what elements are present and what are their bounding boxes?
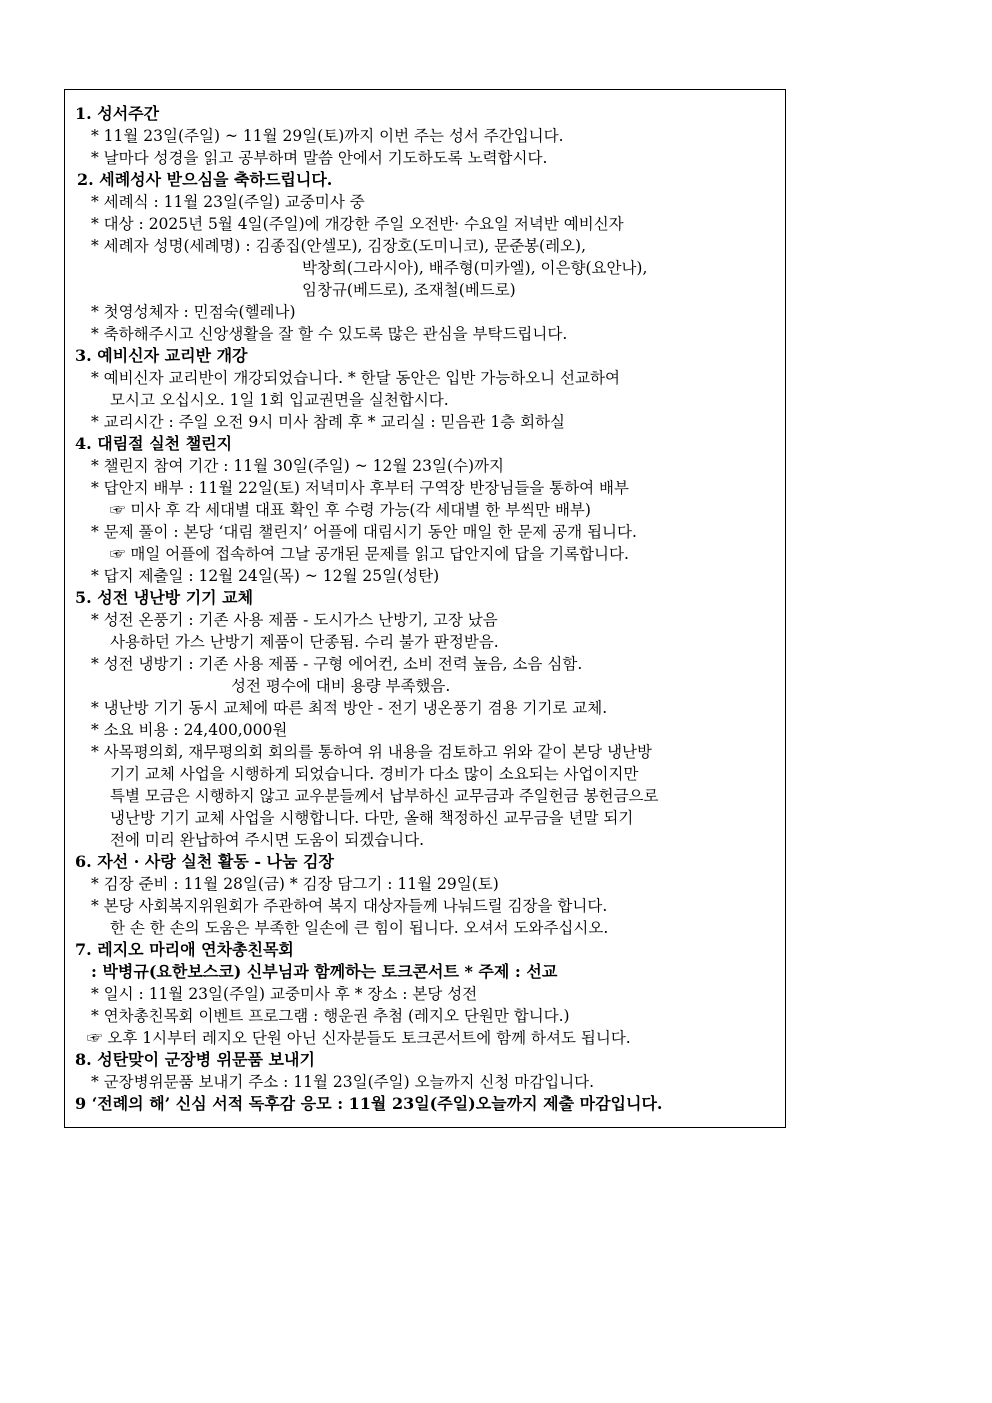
section-3-item-1: * 예비신자 교리반이 개강되었습니다. * 한달 동안은 입반 가능하오니 선교하여 xyxy=(91,369,620,387)
section-6-item-1: * 김장 준비 : 11월 28일(금) * 김장 담그기 : 11월 29일(토) xyxy=(91,875,499,893)
section-2-title: 2. 세례성사 받으심을 축하드립니다. xyxy=(77,170,333,189)
section-1-item-2: * 날마다 성경을 읽고 공부하며 말씀 안에서 기도하도록 노력합시다. xyxy=(91,149,548,167)
section-6-title: 6. 자선 · 사랑 실천 활동 - 나눔 김장 xyxy=(75,852,334,871)
section-8-item-1: * 군장병위문품 보내기 주소 : 11월 23일(주일) 오늘까지 신청 마감입니다. xyxy=(91,1073,595,1091)
section-2-item-1: * 세례식 : 11월 23일(주일) 교중미사 중 xyxy=(91,193,365,211)
section-4-item-2-note: ☞ 미사 후 각 세대별 대표 확인 후 수령 가능(각 세대별 한 부씩만 배부) xyxy=(110,501,591,519)
section-6-item-2-cont: 한 손 한 손의 도움은 부족한 일손에 큰 힘이 됩니다. 오셔서 도와주십시오. xyxy=(110,919,609,937)
section-7-item-1: * 일시 : 11월 23일(주일) 교중미사 후 * 장소 : 본당 성전 xyxy=(91,985,478,1003)
section-3-item-1-cont: 모시고 오십시오. 1일 1회 입교권면을 실천합시다. xyxy=(110,391,449,409)
section-4-item-3: * 문제 풀이 : 본당 ‘대림 챌린지’ 어플에 대림시기 동안 매일 한 문제 공개 됩니다. xyxy=(91,523,637,541)
section-4-title: 4. 대림절 실천 챌린지 xyxy=(75,434,233,453)
section-2-item-2: * 대상 : 2025년 5월 4일(주일)에 개강한 주일 오전반· 수요일 저녁반 예비신자 xyxy=(91,215,624,233)
section-7-item-2: * 연차총친목회 이벤트 프로그램 : 행운권 추첨 (레지오 단원만 합니다.) xyxy=(91,1007,570,1025)
section-5-item-4: * 소요 비용 : 24,400,000원 xyxy=(91,721,288,739)
section-5-item-5-cont-2: 특별 모금은 시행하지 않고 교우분들께서 납부하신 교무금과 주일헌금 봉헌금으로 xyxy=(110,787,659,805)
section-4-item-4: * 답지 제출일 : 12월 24일(목) ~ 12월 25일(성탄) xyxy=(91,567,440,585)
section-5-item-5-cont-3: 냉난방 기기 교체 사업을 시행합니다. 다만, 올해 책정하신 교무금을 년말 되기 xyxy=(110,809,634,827)
section-7-title: 7. 레지오 마리애 연차총친목회 xyxy=(75,940,294,959)
section-1-item-1: * 11월 23일(주일) ~ 11월 29일(토)까지 이번 주는 성서 주간입니다. xyxy=(91,127,564,145)
section-5-item-3: * 냉난방 기기 동시 교체에 따른 최적 방안 - 전기 냉온풍기 겸용 기기로 교체. xyxy=(91,699,608,717)
section-4-item-1: * 챌린지 참여 기간 : 11월 30일(주일) ~ 12월 23일(수)까지 xyxy=(91,457,504,475)
section-9-title: 9 ‘전례의 해’ 신심 서적 독후감 응모 : 11월 23일(주일)오늘까지 제출 마감입니다. xyxy=(75,1094,663,1113)
section-2-item-5: * 축하해주시고 신앙생활을 잘 할 수 있도록 많은 관심을 부탁드립니다. xyxy=(91,325,568,343)
section-2-item-3-cont-2: 임창규(베드로), 조재철(베드로) xyxy=(302,281,516,299)
section-2-item-4: * 첫영성체자 : 민점숙(헬레나) xyxy=(91,303,296,321)
section-5-item-5: * 사목평의회, 재무평의회 회의를 통하여 위 내용을 검토하고 위와 같이 본당 냉난방 xyxy=(91,743,652,761)
section-5-item-1-cont: 사용하던 가스 난방기 제품이 단종됨. 수리 불가 판정받음. xyxy=(110,633,499,651)
section-5-item-2-cont: 성전 평수에 대비 용량 부족했음. xyxy=(231,677,451,695)
section-5-item-2: * 성전 냉방기 : 기존 사용 제품 - 구형 에어컨, 소비 전력 높음, 소음 심함. xyxy=(91,655,583,673)
section-2-item-3-cont-1: 박창희(그라시아), 배주형(미카엘), 이은향(요안나), xyxy=(302,259,648,277)
section-7-subtitle: : 박병규(요한보스코) 신부님과 함께하는 토크콘서트 * 주제 : 선교 xyxy=(91,962,558,981)
section-5-item-5-cont-1: 기기 교체 사업을 시행하게 되었습니다. 경비가 다소 많이 소요되는 사업이지만 xyxy=(110,765,639,783)
notice-box xyxy=(64,89,786,1128)
section-5-item-5-cont-4: 전에 미리 완납하여 주시면 도움이 되겠습니다. xyxy=(110,831,425,849)
section-5-item-1: * 성전 온풍기 : 기존 사용 제품 - 도시가스 난방기, 고장 났음 xyxy=(91,611,498,629)
section-5-title: 5. 성전 냉난방 기기 교체 xyxy=(75,588,254,607)
section-2-item-3: * 세례자 성명(세례명) : 김종집(안셀모), 김장호(도미니코), 문준봉(레오), xyxy=(91,237,586,255)
section-3-item-2: * 교리시간 : 주일 오전 9시 미사 참례 후 * 교리실 : 믿음관 1층 회하실 xyxy=(91,413,565,431)
section-3-title: 3. 예비신자 교리반 개강 xyxy=(75,346,248,365)
section-4-item-2: * 답안지 배부 : 11월 22일(토) 저녁미사 후부터 구역장 반장님들을 통하여 배부 xyxy=(91,479,629,497)
section-6-item-2: * 본당 사회복지위원회가 주관하여 복지 대상자들께 나눠드릴 김장을 합니다. xyxy=(91,897,608,915)
section-4-item-3-note: ☞ 매일 어플에 접속하여 그날 공개된 문제를 읽고 답안지에 답을 기록합니다. xyxy=(110,545,629,563)
section-8-title: 8. 성탄맞이 군장병 위문품 보내기 xyxy=(75,1050,315,1069)
section-7-item-2-note: ☞ 오후 1시부터 레지오 단원 아닌 신자분들도 토크콘서트에 함께 하셔도 됩니다. xyxy=(87,1029,631,1047)
section-1-title: 1. 성서주간 xyxy=(75,104,160,123)
